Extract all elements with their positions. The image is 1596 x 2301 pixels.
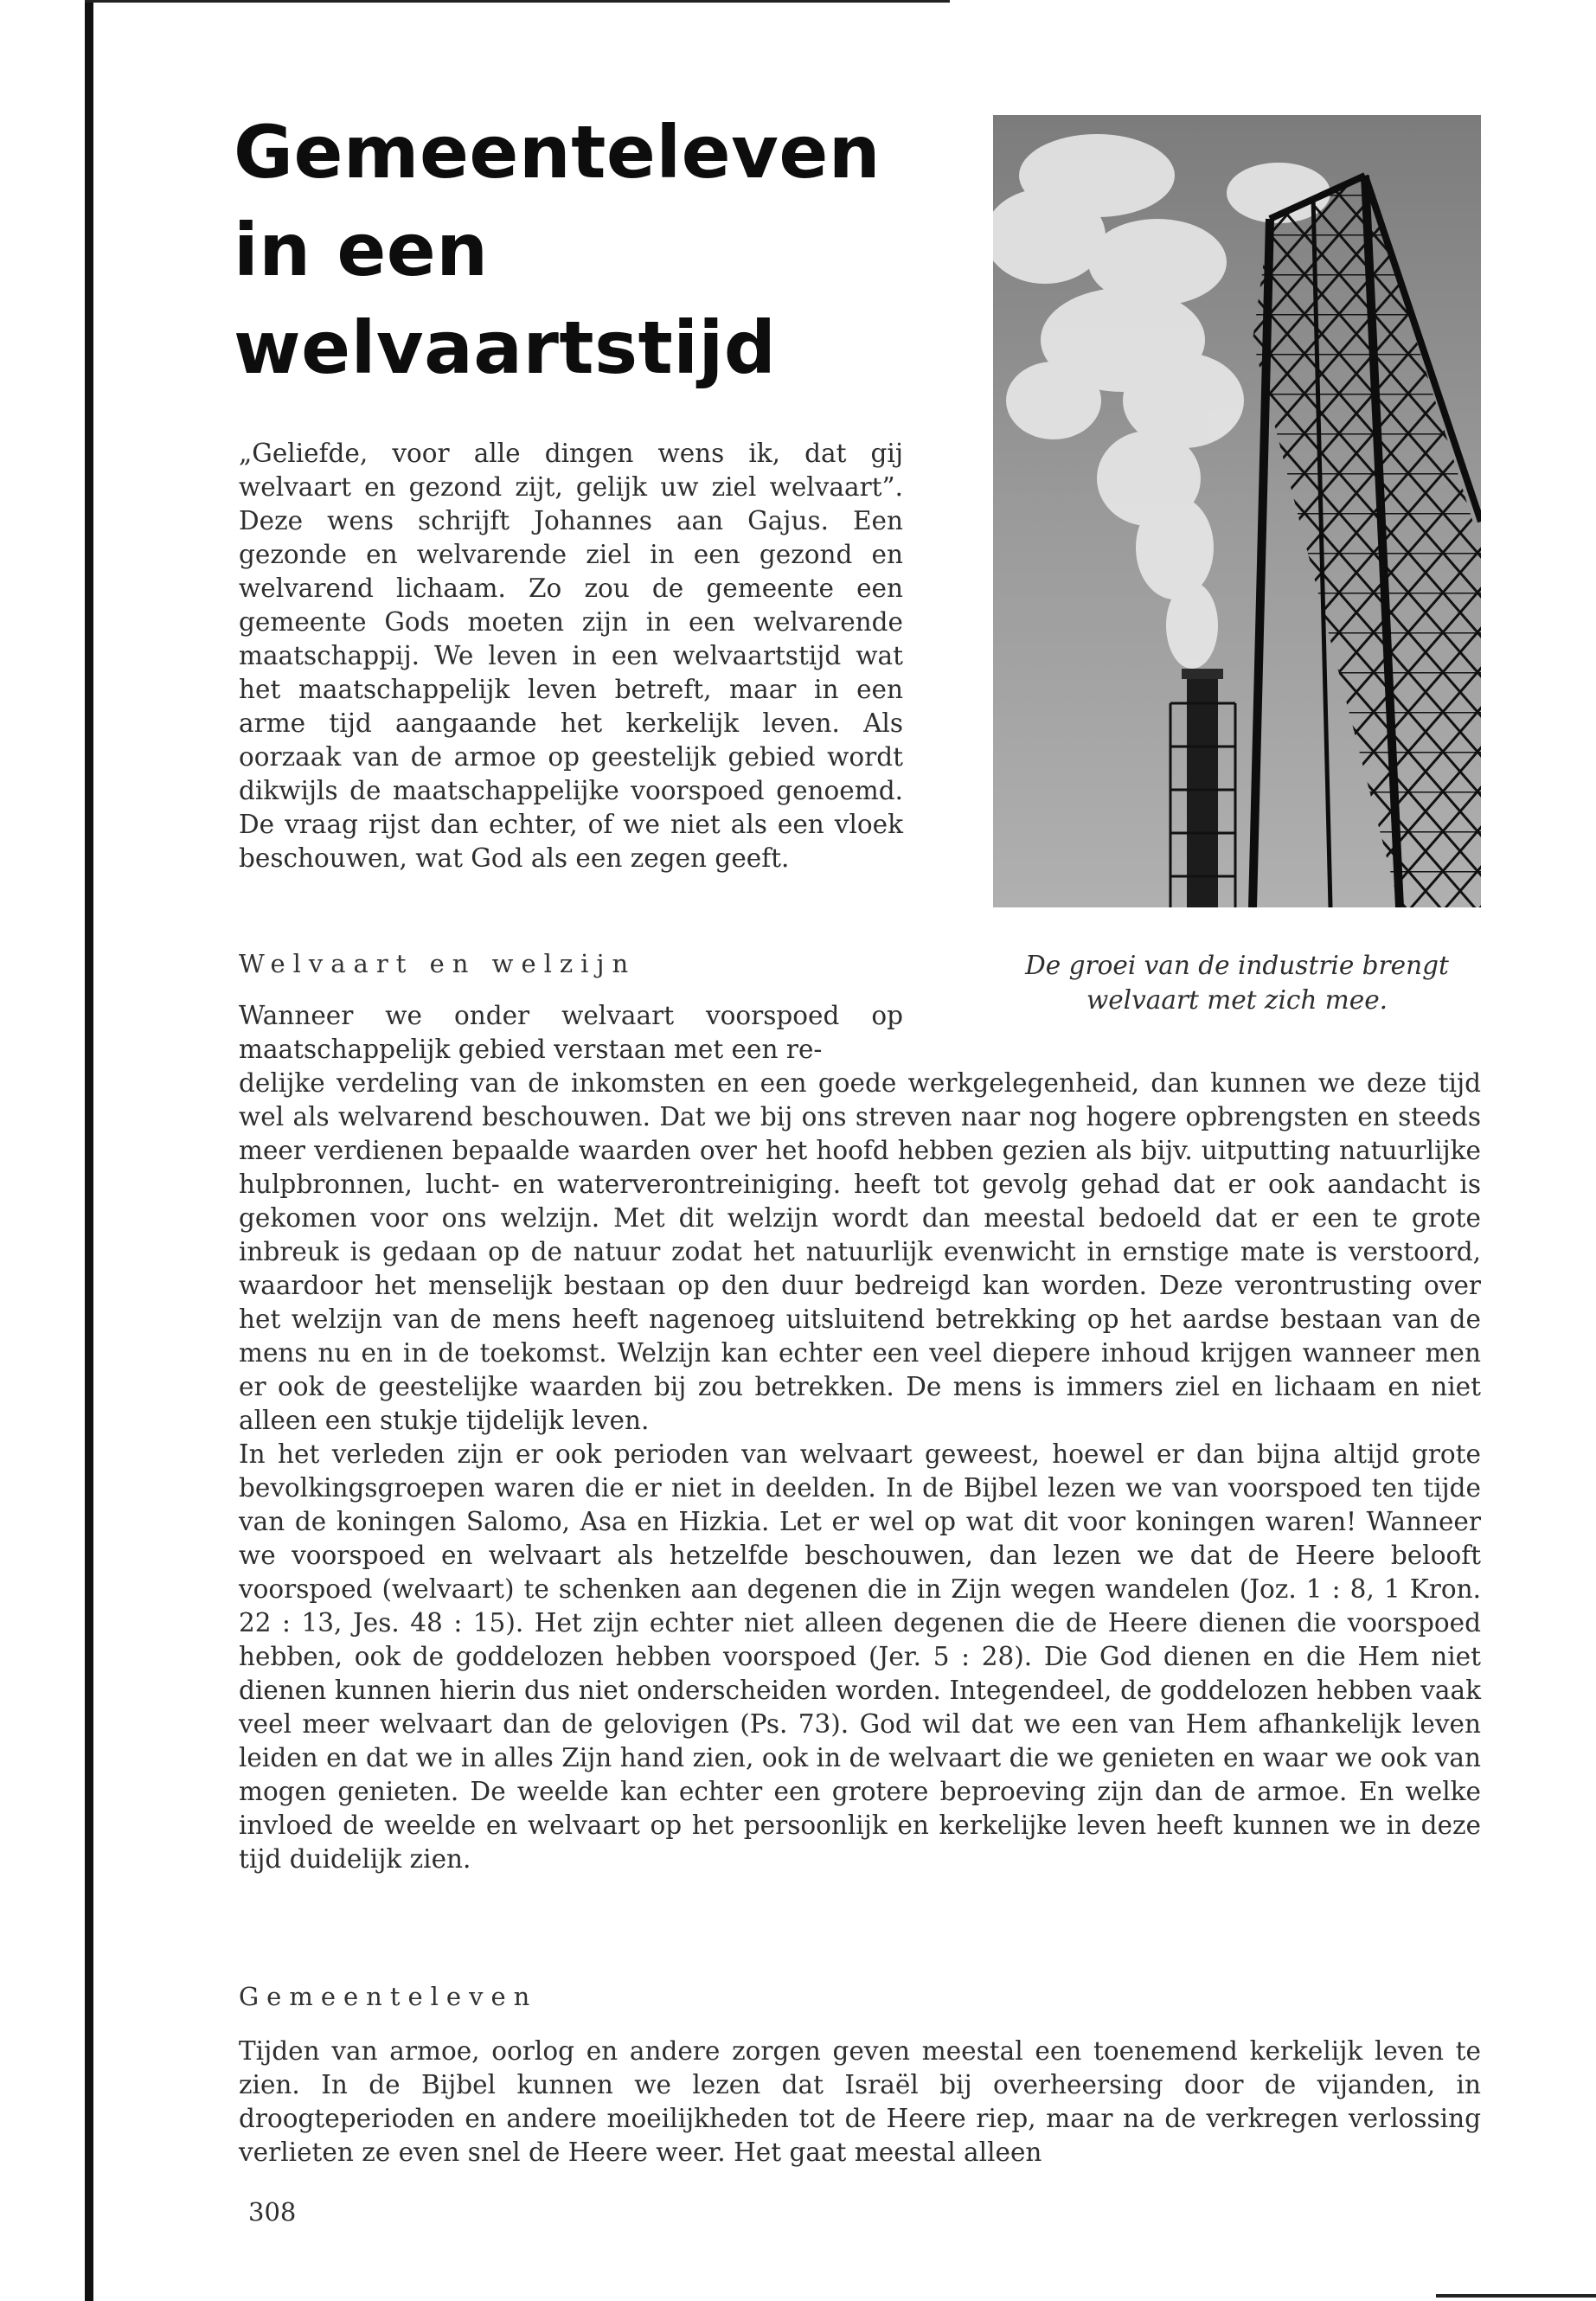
page-number: 308 xyxy=(248,2197,297,2227)
photo-caption: De groei van de industrie brengt welvaart met zich mee. xyxy=(1025,951,1449,1015)
title-line-3: welvaartstijd xyxy=(234,305,777,390)
article-title xyxy=(234,104,908,397)
section1-paragraph-start: Wanneer we onder welvaart voorspoed op maatschappelijk gebied verstaan met een re- xyxy=(239,1001,903,1064)
page-top-edge xyxy=(85,0,950,3)
section1-paragraph-2: In het verleden zijn er ook perioden van welvaart geweest, hoewel er dan bijna altijd grote bevolkingsgroepen waren die er niet in deelden. In de Bijbel lezen we van voorspoed ten tijde van de koningen Salomo, Asa en Hizkia. Let er wel op wat dit voor koningen waren! Wanneer we voorspoed en welvaart als hetzelfde beschouwen, dan lezen we dat de Heere belooft voorspoed (welvaart) te schenken aan degenen die in Zijn wegen wandelen (Joz. 1 : 8, 1 Kron. 22 : 13, Jes. 48 : 15). Het zijn echter niet alleen degenen die de Heere dienen die voorspoed hebben, ook de goddelozen hebben voorspoed (Jer. 5 : 28). Die God dienen en die Hem niet dienen kunnen hierin dus niet onderscheiden worden. Integendeel, de goddelozen hebben vaak veel meer welvaart dan de gelovigen (Ps. 73). God wil dat we een van Hem afhankelijk leven leiden en dat we in alles Zijn hand zien, ook in de welvaart die we genieten en waar we ook van mogen genieten. De weelde kan echter een grotere beproeving zijn dan de armoe. En welke invloed de weelde en welvaart op het persoonlijk en kerkelijke leven heeft kunnen we in deze tijd duidelijk zien. xyxy=(239,1439,1481,1874)
section1-body xyxy=(239,1067,1481,1876)
page-bottom-edge xyxy=(1436,2294,1596,2298)
section-heading-gemeenteleven: Gemeenteleven xyxy=(239,1982,538,2011)
section1-paragraph-1: delijke verdeling van de inkomsten en een goede werkgelegenheid, dan kunnen we deze tijd wel als welvarend beschouwen. Dat we bij ons streven naar nog hogere opbrengsten en steeds meer verdienen bepaalde waarden over het hoofd hebben gezien als bijv. uitputting natuurlijke hulpbronnen, lucht- en waterverontreiniging. heeft tot gevolg gehad dat er ook aandacht is gekomen voor ons welzijn. Met dit welzijn wordt dan meestal bedoeld dat er een te grote inbreuk is gedaan op de natuur zodat het natuurlijk evenwicht in ernstige mate is verstoord, waardoor het menselijk bestaan op den duur bedreigd kan worden. Deze verontrusting over het welzijn van de mens heeft nagenoeg uitsluitend betrekking op het aardse bestaan van de mens nu en in de toekomst. Welzijn kan echter een veel diepere inhoud krijgen wanneer men er ook de geestelijke waarden bij zou betrekken. De mens is immers ziel en lichaam en niet alleen een stukje tijdelijk leven. xyxy=(239,1068,1481,1435)
section2-paragraph: Tijden van armoe, oorlog en andere zorgen geven meestal een toenemend kerkelijk leven te zien. In de Bijbel kunnen we lezen dat Israël bij overheersing door de vijanden, in droogteperioden en andere moeilijkheden tot de Heere riep, maar na de verkregen verlossing verlieten ze even snel de Heere weer. Het gaat meestal alleen xyxy=(239,2036,1481,2167)
title-line-2: in een xyxy=(234,208,489,292)
section-heading-welvaart-en-welzijn: Welvaart en welzijn xyxy=(239,949,637,978)
tower-illustration xyxy=(993,115,1481,907)
title-line-1: Gemeenteleven xyxy=(234,110,881,195)
intro-paragraph: „Geliefde, voor alle dingen wens ik, dat gij welvaart en gezond zijt, gelijk uw ziel welvaart”. Deze wens schrijft Johannes aan Gajus. Een gezonde en welvarende ziel in een gezond en welvarend lichaam. Zo zou de gemeente een gemeente Gods moeten zijn in een welvarende maatschappij. We leven in een welvaartstijd wat het maatschappelijk leven betreft, maar in een arme tijd aangaande het kerkelijk leven. Als oorzaak van de armoe op geestelijk gebied wordt dikwijls de maatschappelijke voorspoed genoemd. De vraag rijst dan echter, of we niet als een vloek beschouwen, wat God als een zegen geeft. xyxy=(239,439,903,873)
page-edge-shadow xyxy=(85,0,93,2301)
industry-tower-photo xyxy=(993,115,1481,907)
